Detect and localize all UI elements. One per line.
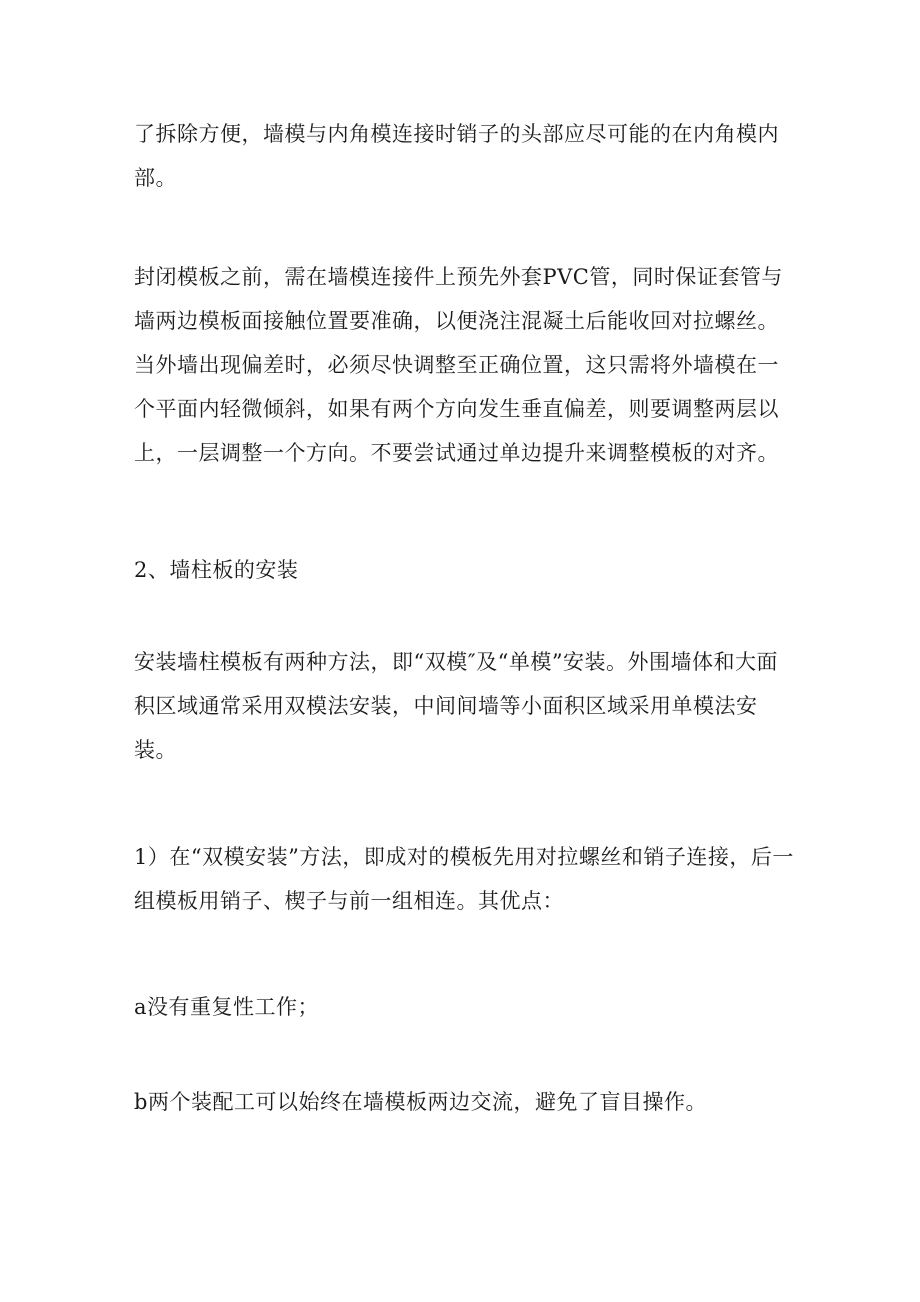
paragraph-pvc-sleeve: 封闭模板之前，需在墙模连接件上预先外套PVC管，同时保证套管与墙两边模板面接触位置要准确，以便浇注混凝土后能收回对拉螺丝。当外墙出现偏差时，必须尽快调整至正确位置，这只需将外墙模在一个平面内轻微倾斜，如果有两个方向发生垂直偏差，则要调整两层以上，一层调整一个方向。不要尝试通过单边提升来调整模板的对齐。 (134, 265, 783, 465)
list-item-b: b两个装配工可以始终在墙模板两边交流，避免了盲目操作。 (134, 1090, 707, 1114)
paragraph-double-mold: 1）在“双模安装”方法，即成对的模板先用对拉螺丝和销子连接，后一组模板用销子、楔子与前一组相连。其优点： (134, 845, 794, 913)
section-heading-wall-column: 2、墙柱板的安装 (134, 558, 299, 582)
list-item-a: a没有重复性工作； (134, 995, 320, 1019)
paragraph-install-methods: 安装墙柱模板有两种方法，即“双模″及“单模”安装。外围墙体和大面积区域通常采用双模法安装，中间间墙等小面积区域采用单模法安装。 (134, 650, 779, 762)
paragraph-pin-placement: 了拆除方便，墙模与内角模连接时销子的头部应尽可能的在内角模内部。 (134, 122, 779, 190)
